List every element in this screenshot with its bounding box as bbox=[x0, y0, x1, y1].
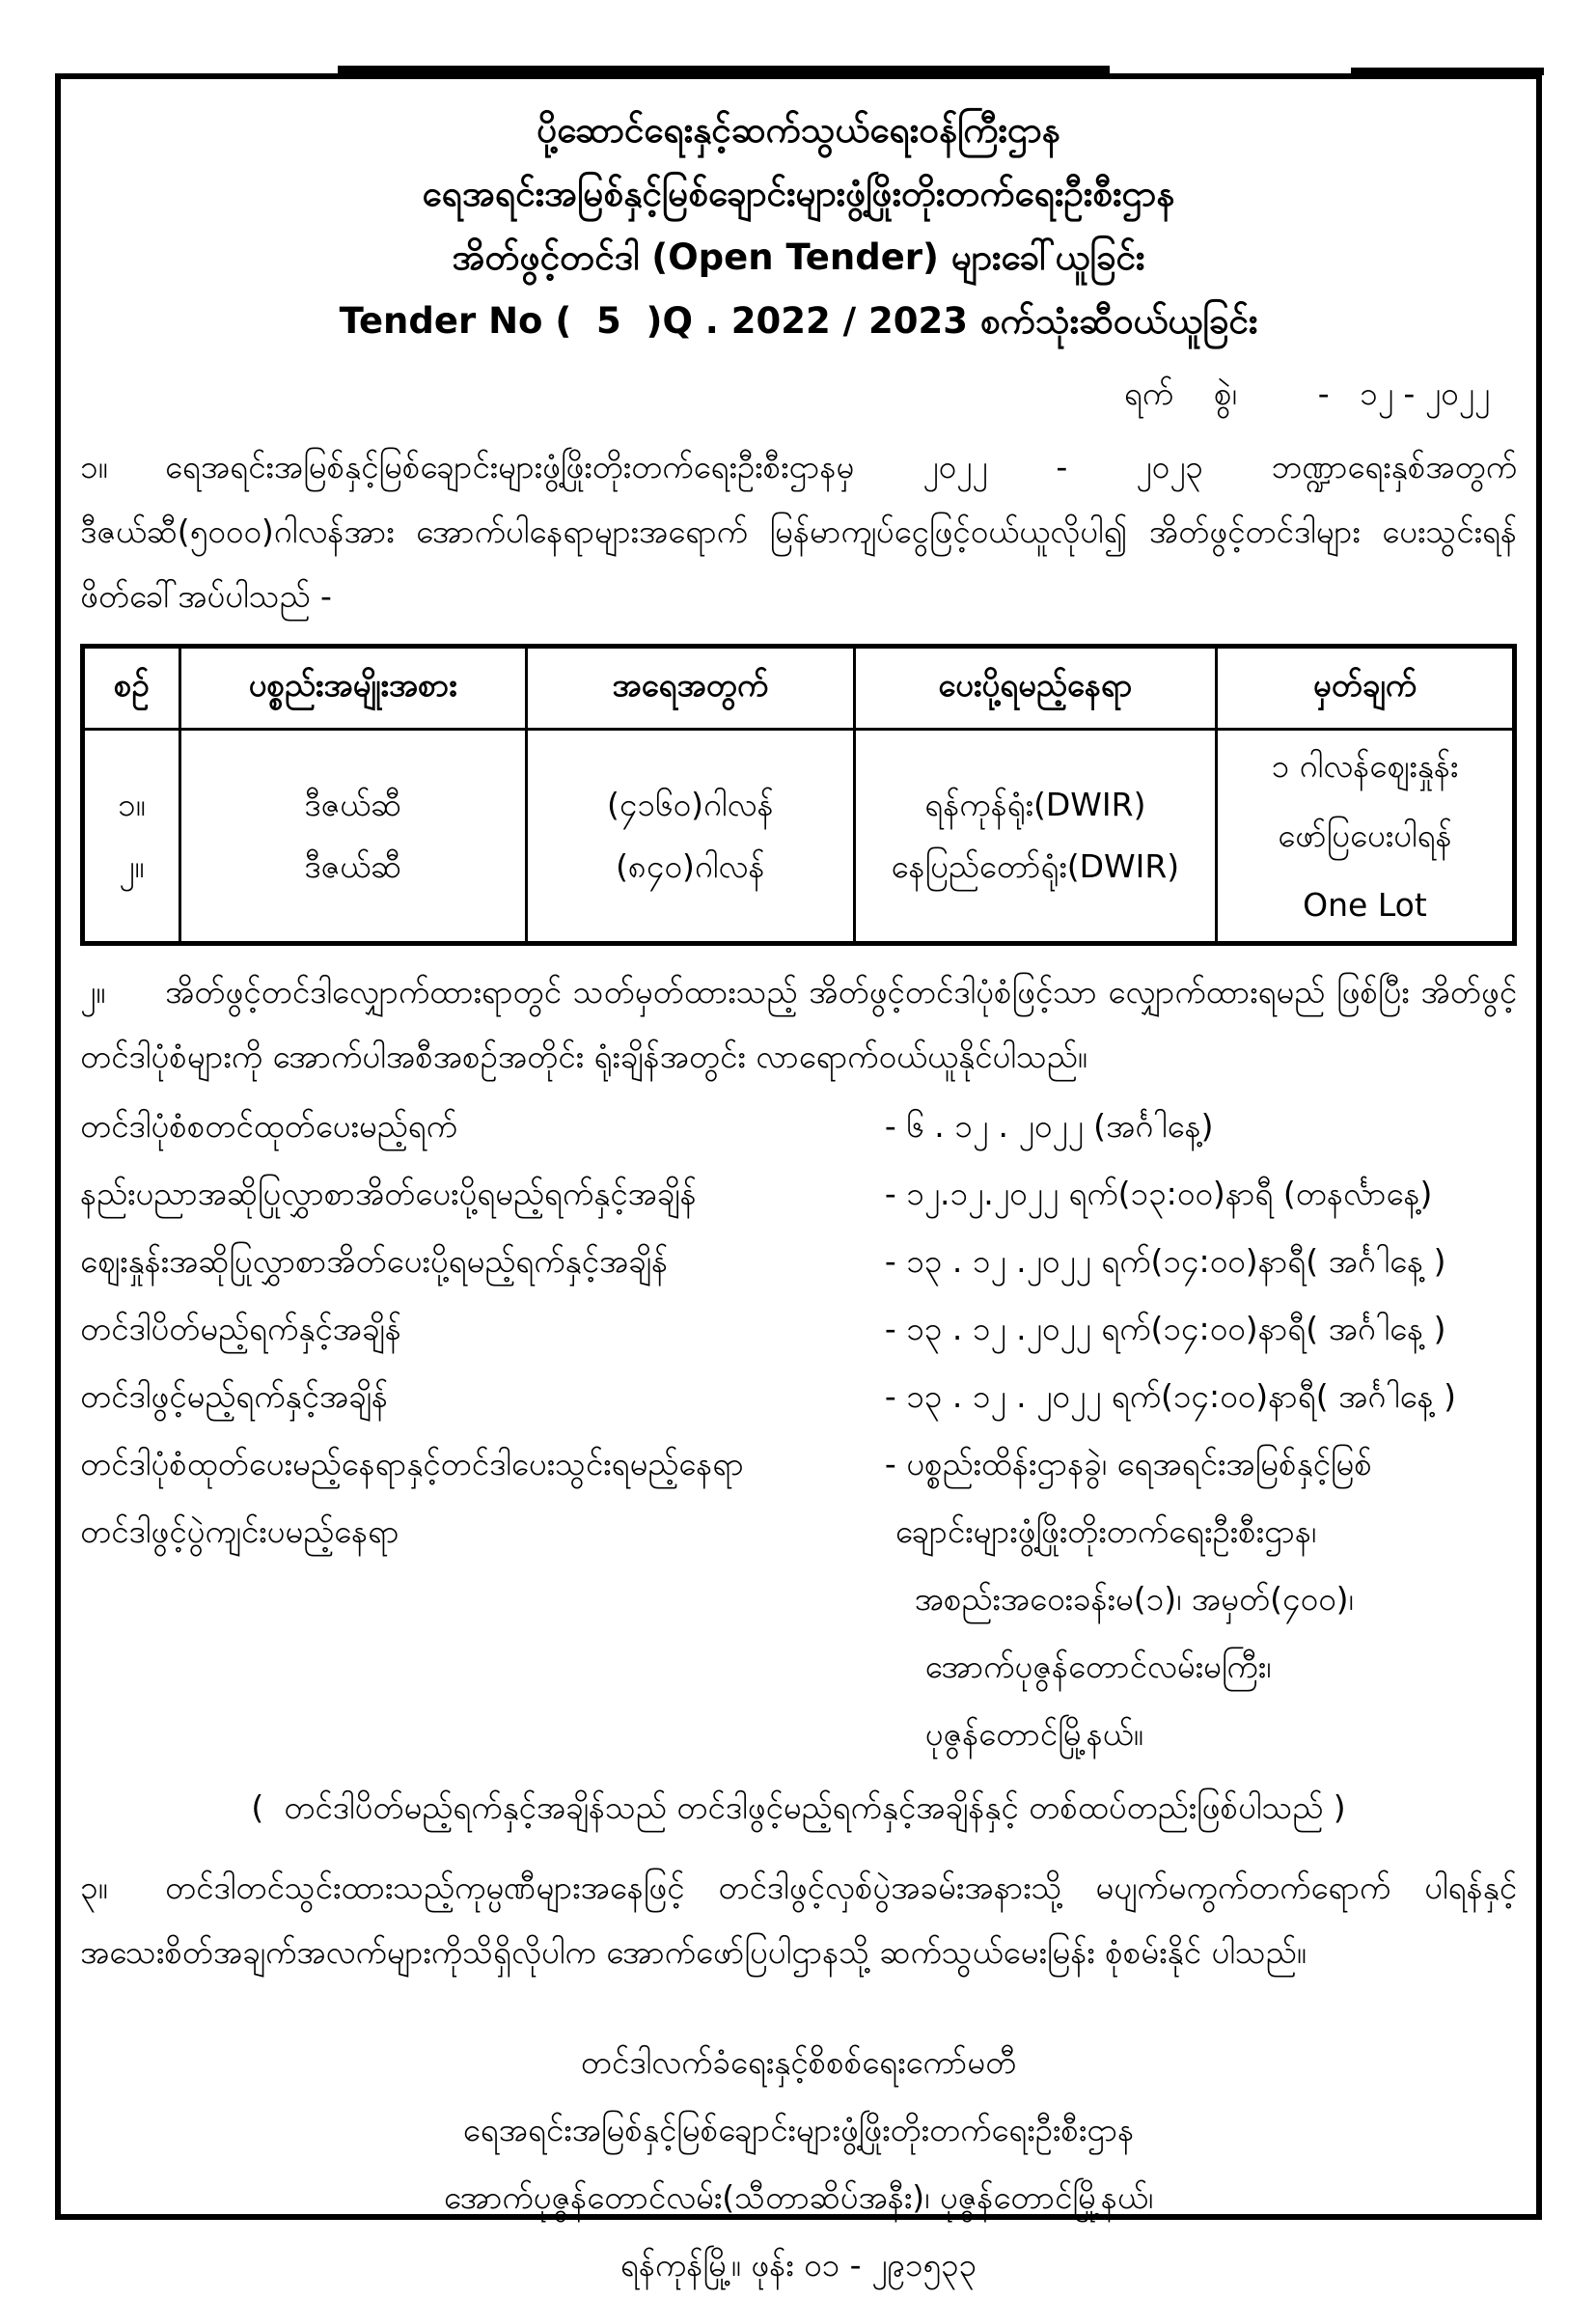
schedule-label: နည်းပညာအဆိုပြုလွှာစာအိတ်ပေးပို့ရမည့်ရက်နှင့်အချိန် bbox=[80, 1175, 697, 1212]
tender-schedule bbox=[80, 1093, 1517, 1768]
place-1: ရန်ကုန်ရုံး(DWIR) bbox=[924, 786, 1146, 823]
quantity-cell bbox=[526, 730, 854, 944]
header-serial: စဉ် bbox=[83, 647, 180, 730]
paragraph-2-number: ၂။ bbox=[80, 973, 106, 1011]
schedule-label: တင်ဒါပုံစံထုတ်ပေးမည့်နေရာနှင့်တင်ဒါပေးသွင်းရမည့်နေရာ bbox=[80, 1445, 744, 1482]
schedule-label bbox=[80, 1701, 834, 1768]
remark-line-3: One Lot bbox=[1303, 886, 1427, 924]
document-frame bbox=[55, 73, 1542, 2284]
schedule-row bbox=[80, 1228, 1517, 1295]
schedule-label: တင်ဒါပိတ်မည့်ရက်နှင့်အချိန် bbox=[80, 1310, 401, 1347]
place-cell bbox=[854, 730, 1216, 944]
schedule-row bbox=[80, 1430, 1517, 1498]
title-block bbox=[80, 98, 1517, 353]
paragraph-2 bbox=[80, 959, 1517, 1089]
serial-cell bbox=[83, 730, 180, 944]
schedule-row bbox=[80, 1363, 1517, 1430]
schedule-row bbox=[80, 1160, 1517, 1228]
header-remark: မှတ်ချက် bbox=[1216, 647, 1514, 730]
header-delivery-place: ပေးပို့ရမည့်နေရာ bbox=[854, 647, 1216, 730]
quantity-1: (၄၁၆၀)ဂါလန် bbox=[606, 786, 774, 823]
footer-block bbox=[80, 2029, 1517, 2299]
schedule-label: တင်ဒါပုံစံစတင်ထုတ်ပေးမည့်ရက် bbox=[80, 1107, 457, 1145]
remark-cell bbox=[1216, 730, 1514, 944]
schedule-row bbox=[80, 1498, 1517, 1565]
schedule-row bbox=[80, 1701, 1517, 1768]
schedule-value: - ၆ . ၁၂ . ၂၀၂၂ (အင်္ဂါနေ့) bbox=[884, 1107, 1214, 1145]
goods-table bbox=[80, 644, 1517, 946]
footer-phone-line: ရန်ကုန်မြို့။ ဖုန်း ၀၁ - ၂၉၁၅၃၃ bbox=[619, 2246, 977, 2284]
remark-line-2: ဖော်ပြပေးပါရန် bbox=[1278, 817, 1452, 854]
schedule-value: - ၁၃ . ၁၂ . ၂၀၂၂ ရက်(၁၄:၀၀)နာရီ( အင်္ဂါနေ့ ) bbox=[884, 1377, 1456, 1415]
tender-number-line: Tender No ( 5 )Q . 2022 / 2023 စက်သုံးဆီဝယ်ယူခြင်း bbox=[339, 300, 1258, 342]
schedule-value: အောက်ပုဇွန်တောင်လမ်းမကြီး၊ bbox=[924, 1648, 1272, 1685]
goods-table-body bbox=[83, 730, 1515, 944]
department-title: ရေအရင်းအမြစ်နှင့်မြစ်ချောင်းများဖွံ့ဖြိုးတိုးတက်ရေးဦးစီးဌာန bbox=[422, 173, 1175, 214]
paragraph-1-text: ရေအရင်းအမြစ်နှင့်မြစ်ချောင်းများဖွံ့ဖြိုးတိုးတက်ရေးဦးစီးဌာနမှ ၂၀၂၂ - ၂၀၂၃ ဘဏ္ဍာရေးနှစ်အတွက် ဒီဇယ်ဆီ(၅၀၀၀)ဂါလန်အား အောက်ပါနေရာများအရောက် မြန်မာကျပ်ငွေဖြင့်ဝယ်ယူလိုပါ၍ အိတ်ဖွင့်တင်ဒါများ ပေးသွင်းရန် ဖိတ်ခေါ်အပ်ပါသည် - bbox=[80, 448, 1517, 615]
schedule-label: ဈေးနှုန်းအဆိုပြုလွှာစာအိတ်ပေးပို့ရမည့်ရက်နှင့်အချိန် bbox=[80, 1242, 669, 1280]
place-2: နေပြည်တော်ရုံး(DWIR) bbox=[891, 847, 1180, 885]
item-cell bbox=[179, 730, 526, 944]
table-row bbox=[83, 730, 1515, 944]
paragraph-3-number: ၃။ bbox=[80, 1869, 108, 1906]
committee-line: တင်ဒါလက်ခံရေးနှင့်စိစစ်ရေးကော်မတီ bbox=[580, 2043, 1017, 2081]
schedule-value: - ၁၃ . ၁၂ .၂၀၂၂ ရက်(၁၄:၀၀)နာရီ( အင်္ဂါနေ့ ) bbox=[884, 1242, 1446, 1280]
schedule-label bbox=[80, 1633, 834, 1701]
item-1: ဒီဇယ်ဆီ bbox=[304, 786, 402, 823]
paragraph-1 bbox=[80, 434, 1517, 628]
footer-department-line: ရေအရင်းအမြစ်နှင့်မြစ်ချောင်းများဖွံ့ဖြိုးတိုးတက်ရေးဦးစီးဌာန bbox=[462, 2111, 1135, 2148]
closing-time-note: ( တင်ဒါပိတ်မည့်ရက်နှင့်အချိန်သည် တင်ဒါဖွင့်မည့်ရက်နှင့်အချိန်နှင့် တစ်ထပ်တည်းဖြစ်ပါသည် ) bbox=[251, 1788, 1346, 1826]
goods-table-header bbox=[83, 647, 1515, 730]
schedule-value: ချောင်းများဖွံ့ဖြိုးတိုးတက်ရေးဦးစီးဌာန၊ bbox=[894, 1512, 1317, 1550]
open-tender-heading: အိတ်ဖွင့်တင်ဒါ (Open Tender) များခေါ်ယူခြင်း bbox=[452, 236, 1145, 278]
schedule-value: - ပစ္စည်းထိန်းဌာနခွဲ၊ ရေအရင်းအမြစ်နှင့်မြစ် bbox=[884, 1445, 1372, 1482]
schedule-value: - ၁၂.၁၂.၂၀၂၂ ရက်(၁၃:၀၀)နာရီ (တနင်္လာနေ့) bbox=[884, 1175, 1433, 1212]
schedule-row bbox=[80, 1295, 1517, 1363]
remark-line-1: ၁ ဂါလန်ဈေးနှုန်း bbox=[1271, 747, 1459, 785]
schedule-value: အစည်းအဝေးခန်းမ(၁)၊ အမှတ်(၄၀၀)၊ bbox=[914, 1580, 1354, 1618]
schedule-row bbox=[80, 1093, 1517, 1160]
paragraph-1-number: ၁။ bbox=[80, 448, 108, 485]
item-2: ဒီဇယ်ဆီ bbox=[304, 847, 402, 885]
header-item-type: ပစ္စည်းအမျိုးအစား bbox=[179, 647, 526, 730]
date-line: ရက် စွဲ၊ - ၁၂ - ၂၀၂၂ bbox=[1123, 374, 1490, 412]
schedule-label: တင်ဒါဖွင့်ပွဲကျင်းပမည့်နေရာ bbox=[80, 1512, 399, 1550]
paragraph-3 bbox=[80, 1855, 1517, 1984]
quantity-2: (၈၄၀)ဂါလန် bbox=[616, 847, 765, 885]
schedule-row bbox=[80, 1633, 1517, 1701]
schedule-value: ပုဇွန်တောင်မြို့နယ်။ bbox=[924, 1715, 1143, 1753]
serial-2: ၂။ bbox=[119, 847, 145, 885]
schedule-label bbox=[80, 1565, 847, 1633]
ministry-title: ပို့ဆောင်ရေးနှင့်ဆက်သွယ်ရေးဝန်ကြီးဌာန bbox=[537, 109, 1060, 151]
serial-1: ၁။ bbox=[118, 786, 146, 823]
schedule-value: - ၁၃ . ၁၂ .၂၀၂၂ ရက်(၁၄:၀၀)နာရီ( အင်္ဂါနေ့ ) bbox=[884, 1310, 1446, 1347]
footer-address-line: အောက်ပုဇွန်တောင်လမ်း(သီတာဆိပ်အနီး)၊ ပုဇွန်တောင်မြို့နယ်၊ bbox=[443, 2178, 1154, 2216]
scan-artifact bbox=[338, 66, 1110, 73]
schedule-label: တင်ဒါဖွင့်မည့်ရက်နှင့်အချိန် bbox=[80, 1377, 389, 1415]
header-quantity: အရေအတွက် bbox=[526, 647, 854, 730]
paragraph-2-text: အိတ်ဖွင့်တင်ဒါလျှောက်ထားရာတွင် သတ်မှတ်ထားသည့် အိတ်ဖွင့်တင်ဒါပုံစံဖြင့်သာ လျှောက်ထားရမည် ဖြစ်ပြီး အိတ်ဖွင့်တင်ဒါပုံစံများကို အောက်ပါအစီအစဉ်အတိုင်း ရုံးချိန်အတွင်း လာရောက်ဝယ်ယူနိုင်ပါသည်။ bbox=[80, 973, 1517, 1075]
schedule-row bbox=[80, 1565, 1517, 1633]
paragraph-3-text: တင်ဒါတင်သွင်းထားသည့်ကုမ္ပဏီများအနေဖြင့် တင်ဒါဖွင့်လှစ်ပွဲအခမ်းအနားသို့ မပျက်မကွက်တက်ရောက် ပါရန်နှင့် အသေးစိတ်အချက်အလက်များကိုသိရှိလိုပါက အောက်ဖော်ပြပါဌာနသို့ ဆက်သွယ်မေးမြန်း စုံစမ်းနိုင် ပါသည်။ bbox=[80, 1869, 1517, 1971]
